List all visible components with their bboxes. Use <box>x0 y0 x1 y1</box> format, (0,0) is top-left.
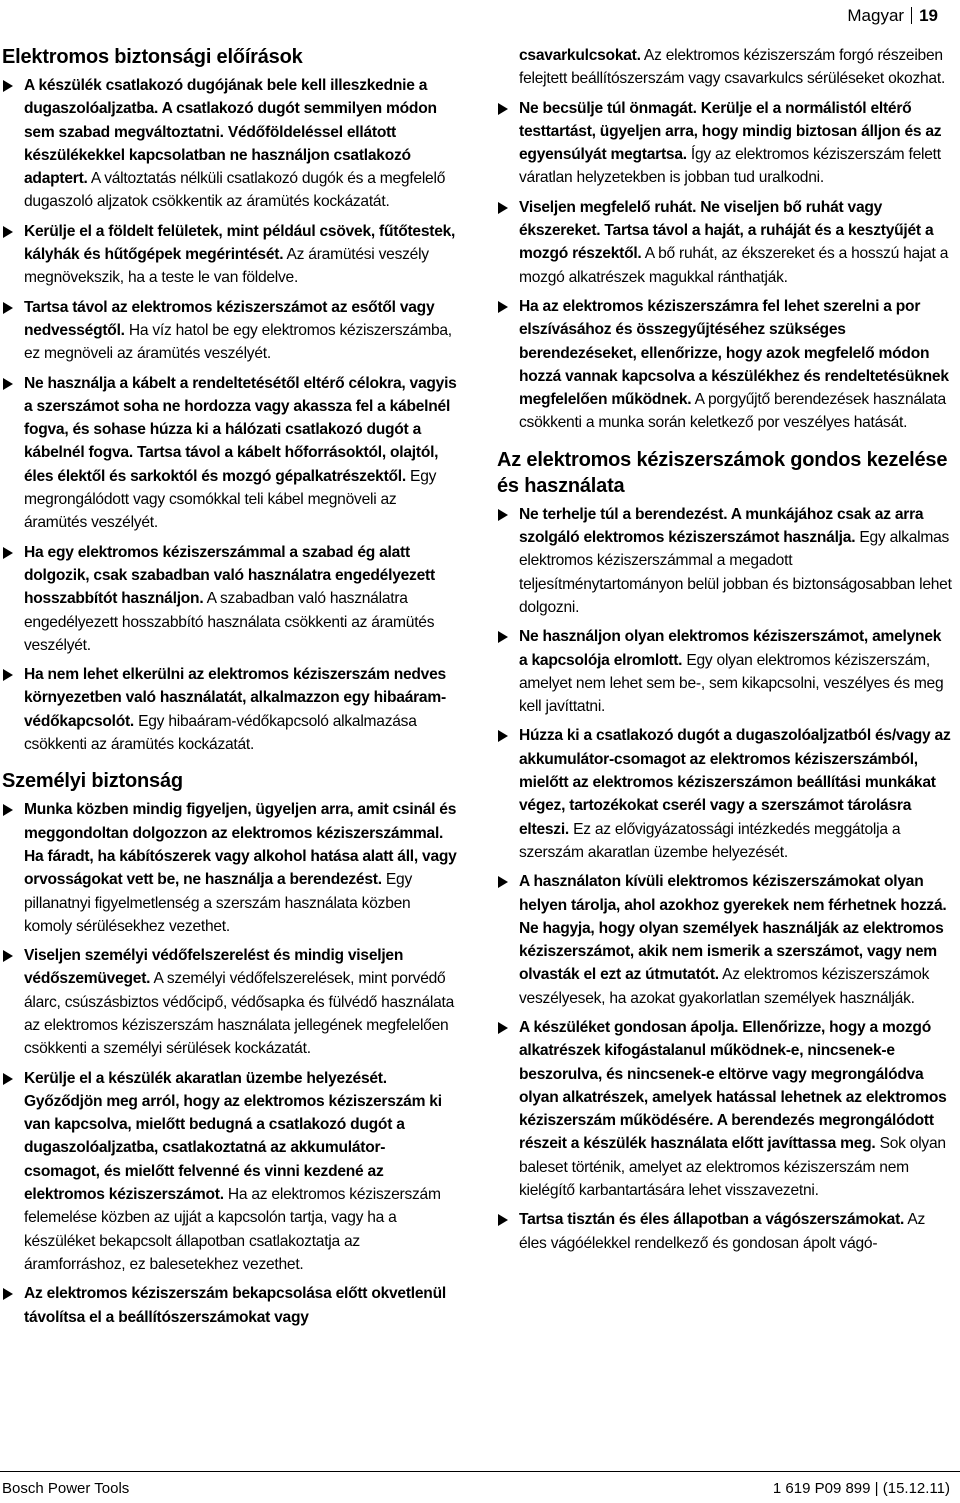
item-bold-text: Ha egy elektromos kéziszerszámmal a szabad ég alatt dolgozik, csak szabadban való használatra engedélyezett hosszabbítót használjon. <box>24 543 435 608</box>
list-item <box>497 1016 952 1202</box>
list-item <box>2 372 460 535</box>
list-item <box>2 74 460 214</box>
item-body-text: A bő ruhát, az ékszereket és a hosszú hajat a mozgó alkatrészek magukkal ránthatják. <box>519 245 949 286</box>
list-item <box>497 97 952 190</box>
list-item <box>2 1282 460 1329</box>
list-item <box>2 296 460 366</box>
continued-paragraph <box>497 44 952 91</box>
list-item <box>2 798 460 938</box>
item-bold-text: Ha az elektromos kéziszerszámra fel lehet szerelni a por elszívásához és összegyűjtéséhez szükséges berendezéseket, ellenőrizze, hogy azok megfelelő módon hozzá vannak kapcsolva a készülékhez és rendeltetésüknek megfelelően működnek. <box>519 297 949 409</box>
list-item <box>497 503 952 619</box>
item-bold-text: A készüléket gondosan ápolja. Ellenőrizze, hogy a mozgó alkatrészek kifogástalanul működnek-e, nincsenek-e beszorulva, és nincsenek-e eltörve vagy megrongálódva olyan alkatrészek, amelyek hatással lehetnek az elektromos kéziszerszám működésére. A berendezés megrongálódott részeit a készülék használata előtt javíttassa meg. <box>519 1018 947 1153</box>
item-body-text: Egy megrongálódott vagy csomókkal teli kábel megnöveli az áramütés veszélyét. <box>24 467 437 532</box>
item-bold-text: Viseljen megfelelő ruhát. Ne viseljen bő ruhát vagy ékszereket. Tartsa távol a haját, a ruháját és a kesztyűjét a mozgó részektől. <box>519 198 934 263</box>
triangle-bullet-icon <box>3 804 13 816</box>
triangle-bullet-icon <box>3 950 13 962</box>
item-body-text: Az elektromos kéziszerszámok veszélyesek, ha azokat gyakorlatlan személyek használják. <box>519 966 930 1007</box>
item-bold-text: csavarkulcsokat. <box>519 47 641 64</box>
list-item <box>2 541 460 657</box>
item-body-text: A szabadban való használatra engedélyezett hosszabbító használata csökkenti az áramütés veszélyét. <box>24 590 435 654</box>
item-bold-text: Munka közben mindig figyeljen, ügyeljen arra, amit csinál és meggondoltan dolgozzon az elektromos kéziszerszámmal. Ha fáradt, ha kábítószerek vagy alkohol hatása alatt áll, vagy orvosságokat vett be, ne használja a berendezést. <box>24 801 457 889</box>
list-item <box>497 295 952 435</box>
triangle-bullet-icon <box>3 378 13 390</box>
list-item <box>2 220 460 290</box>
list-item <box>497 1208 952 1255</box>
item-bold-text: Kerülje el a készülék akaratlan üzembe helyezését. Győződjön meg arról, hogy az elektromos kéziszerszám ki van kapcsolva, mielőtt bedugná a csatlakozó dugót a dugaszolóaljzatba, csatlakoztatná az akkumulátor-csomagot, és mielőtt felvenné és vinni kezdené az elektromos kéziszerszámot. <box>24 1069 442 1204</box>
triangle-bullet-icon <box>3 1073 13 1085</box>
list-item <box>497 196 952 289</box>
item-body-text: Az éles vágóélekkel rendelkező és gondosan ápolt vágó- <box>519 1211 926 1252</box>
section-heading-personal-safety: Személyi biztonság <box>2 770 183 793</box>
item-bold-text: Húzza ki a csatlakozó dugót a dugaszolóaljzatból és/vagy az akkumulátor-csomagot az elektromos kéziszerszámból, mielőtt az elektromos kéziszerszámon beállítási munkákat végez, tartozékokat cserél vagy a szerszámot tárolásra elteszi. <box>519 727 951 838</box>
page-number: 19 <box>919 6 938 25</box>
section-heading-electrical-safety: Elektromos biztonsági előírások <box>2 46 303 68</box>
triangle-bullet-icon <box>498 876 508 888</box>
triangle-bullet-icon <box>498 103 508 115</box>
item-body-text: A változtatás nélküli csatlakozó dugók és a megfelelő dugaszoló aljzatok csökkentik az áramütés kockázatát. <box>24 170 446 211</box>
triangle-bullet-icon <box>498 509 508 521</box>
list-item <box>2 944 460 1060</box>
triangle-bullet-icon <box>3 226 13 238</box>
item-body-text: Ez az elővigyázatossági intézkedés meggátolja a szerszám akaratlan üzembe helyezését. <box>519 820 901 861</box>
item-body-text: Ha az elektromos kéziszerszám felemelése közben az ujját a kapcsolón tartja, vagy ha a készüléket bekapcsolt állapotban csatlakoztatja az áramforráshoz, ez balesetekhez vezethet. <box>24 1186 441 1273</box>
item-body-text: Sok olyan baleset történik, amelyet az elektromos kéziszerszám nem kielégítő karbantartására lehet visszavezetni. <box>519 1135 946 1200</box>
triangle-bullet-icon <box>498 202 508 214</box>
footer-divider <box>0 1471 960 1472</box>
item-body-text: Így az elektromos kéziszerszám felett váratlan helyzetekben is jobban tud uralkodni. <box>519 146 941 187</box>
item-bold-text: Ne terhelje túl a berendezést. A munkájához csak az arra szolgáló elektromos kéziszerszámot használja. <box>519 505 924 547</box>
page-header <box>847 6 938 26</box>
triangle-bullet-icon <box>498 1214 508 1226</box>
list-item <box>497 870 952 1010</box>
triangle-bullet-icon <box>3 669 13 681</box>
list-item <box>2 663 460 756</box>
item-body-text: Egy alkalmas elektromos kéziszerszámmal a megadott teljesítménytartományon belül jobban és biztonságosabban lehet dolgozni. <box>519 529 952 616</box>
item-body-text: A porgyűjtő berendezések használata csökkenti a munka során keletkező por veszélyes hatását. <box>519 391 946 432</box>
item-body-text: Ha víz hatol be egy elektromos kéziszerszámba, ez megnöveli az áramütés veszélyét. <box>24 321 452 363</box>
item-body-text: Egy hibaáram-védőkapcsoló alkalmazása csökkenti az áramütés kockázatát. <box>24 712 417 754</box>
item-body-text: Az áramütési veszély megnövekszik, ha a teste le van földelve. <box>24 246 429 287</box>
list-item <box>2 1067 460 1277</box>
item-bold-text: Viseljen személyi védőfelszerelést és mindig viseljen védőszemüveget. <box>24 947 404 988</box>
right-column <box>497 44 952 1261</box>
triangle-bullet-icon <box>498 1022 508 1034</box>
footer-brand: Bosch Power Tools <box>2 1480 130 1497</box>
list-item <box>497 625 952 718</box>
triangle-bullet-icon <box>498 631 508 643</box>
list-item <box>497 724 952 864</box>
item-body-text: Az elektromos kéziszerszám forgó részeiben felejtett beállítószerszám vagy csavarkulcs sérüléseket okozhat. <box>519 47 946 88</box>
section-heading-tool-care: Az elektromos kéziszerszámok gondos kezelése és használata <box>497 448 948 497</box>
header-separator <box>911 7 912 24</box>
left-column <box>2 44 460 1335</box>
triangle-bullet-icon <box>3 80 13 92</box>
item-bold-text: Kerülje el a földelt felületek, mint például csövek, fűtőtestek, kályhák és hűtőgépek megérintését. <box>24 222 456 264</box>
footer-doc-number: 1 619 P09 899 | (15.12.11) <box>772 1480 950 1497</box>
item-bold-text: A készülék csatlakozó dugójának bele kell illeszkednie a dugaszolóaljzatba. A csatlakozó dugót semmilyen módon sem szabad megváltoztatni. Védőföldeléssel ellátott készülékekkel kapcsolatban ne használjon csatlakozó adaptert. <box>24 77 437 188</box>
header-language: Magyar <box>847 6 905 25</box>
triangle-bullet-icon <box>3 302 13 314</box>
item-bold-text: Ne becsülje túl önmagát. Kerülje el a normálistól eltérő testtartást, ügyeljen arra, hogy mindig biztosan álljon és az egyensúlyát megtartsa. <box>519 99 942 164</box>
item-bold-text: Ha nem lehet elkerülni az elektromos kéziszerszám nedves környezetben való használatát, alkalmazzon egy hibaáram-védőkapcsolót. <box>24 666 446 730</box>
triangle-bullet-icon <box>3 1288 13 1300</box>
item-body-text: Egy pillanatnyi figyelmetlenség a szerszám használata közben komoly sérülésekhez vezethet. <box>24 871 413 935</box>
item-body-text: Egy olyan elektromos kéziszerszám, amelyet nem lehet sem be-, sem kikapcsolni, veszélyes és meg kell javíttatni. <box>519 651 944 716</box>
triangle-bullet-icon <box>3 547 13 559</box>
triangle-bullet-icon <box>498 301 508 313</box>
item-bold-text: Az elektromos kéziszerszám bekapcsolása előtt okvetlenül távolítsa el a beállítószerszámokat vagy <box>24 1285 446 1326</box>
item-bold-text: Ne használja a kábelt a rendeltetésétől eltérő célokra, vagyis a szerszámot soha ne hordozza vagy akassza fel a kábelnél fogva, és sohase húzza ki a hálózati csatlakozó dugót a kábelnél fogva. Tartsa távol a kábelt hőforrásoktól, olajtól, éles élektől és sarkoktól és mozgó gépalkatrészektől. <box>24 374 457 485</box>
item-bold-text: A használaton kívüli elektromos kéziszerszámokat olyan helyen tárolja, ahol azokhoz gyerekek nem férhetnek hozzá. Ne hagyja, hogy olyan személyek használják az elektromos kéziszerszámot, akik nem ismerik a szerszámot, vagy nem olvasták el ezt az útmutatót. <box>519 873 947 984</box>
item-bold-text: Ne használjon olyan elektromos kéziszerszámot, amelynek a kapcsolója elromlott. <box>519 628 942 669</box>
item-bold-text: Tartsa tisztán és éles állapotban a vágószerszámokat. <box>519 1211 905 1229</box>
item-bold-text: Tartsa távol az elektromos kéziszerszámot az esőtől vagy nedvességtől. <box>24 298 435 339</box>
triangle-bullet-icon <box>498 730 508 742</box>
item-body-text: A személyi védőfelszerelések, mint porvédő álarc, csúszásbiztos védőcipő, védősapka és fülvédő használata az elektromos kéziszerszám használata jellegének megfelelően csökkenti a személyi sérülések kockázatát. <box>24 970 455 1058</box>
